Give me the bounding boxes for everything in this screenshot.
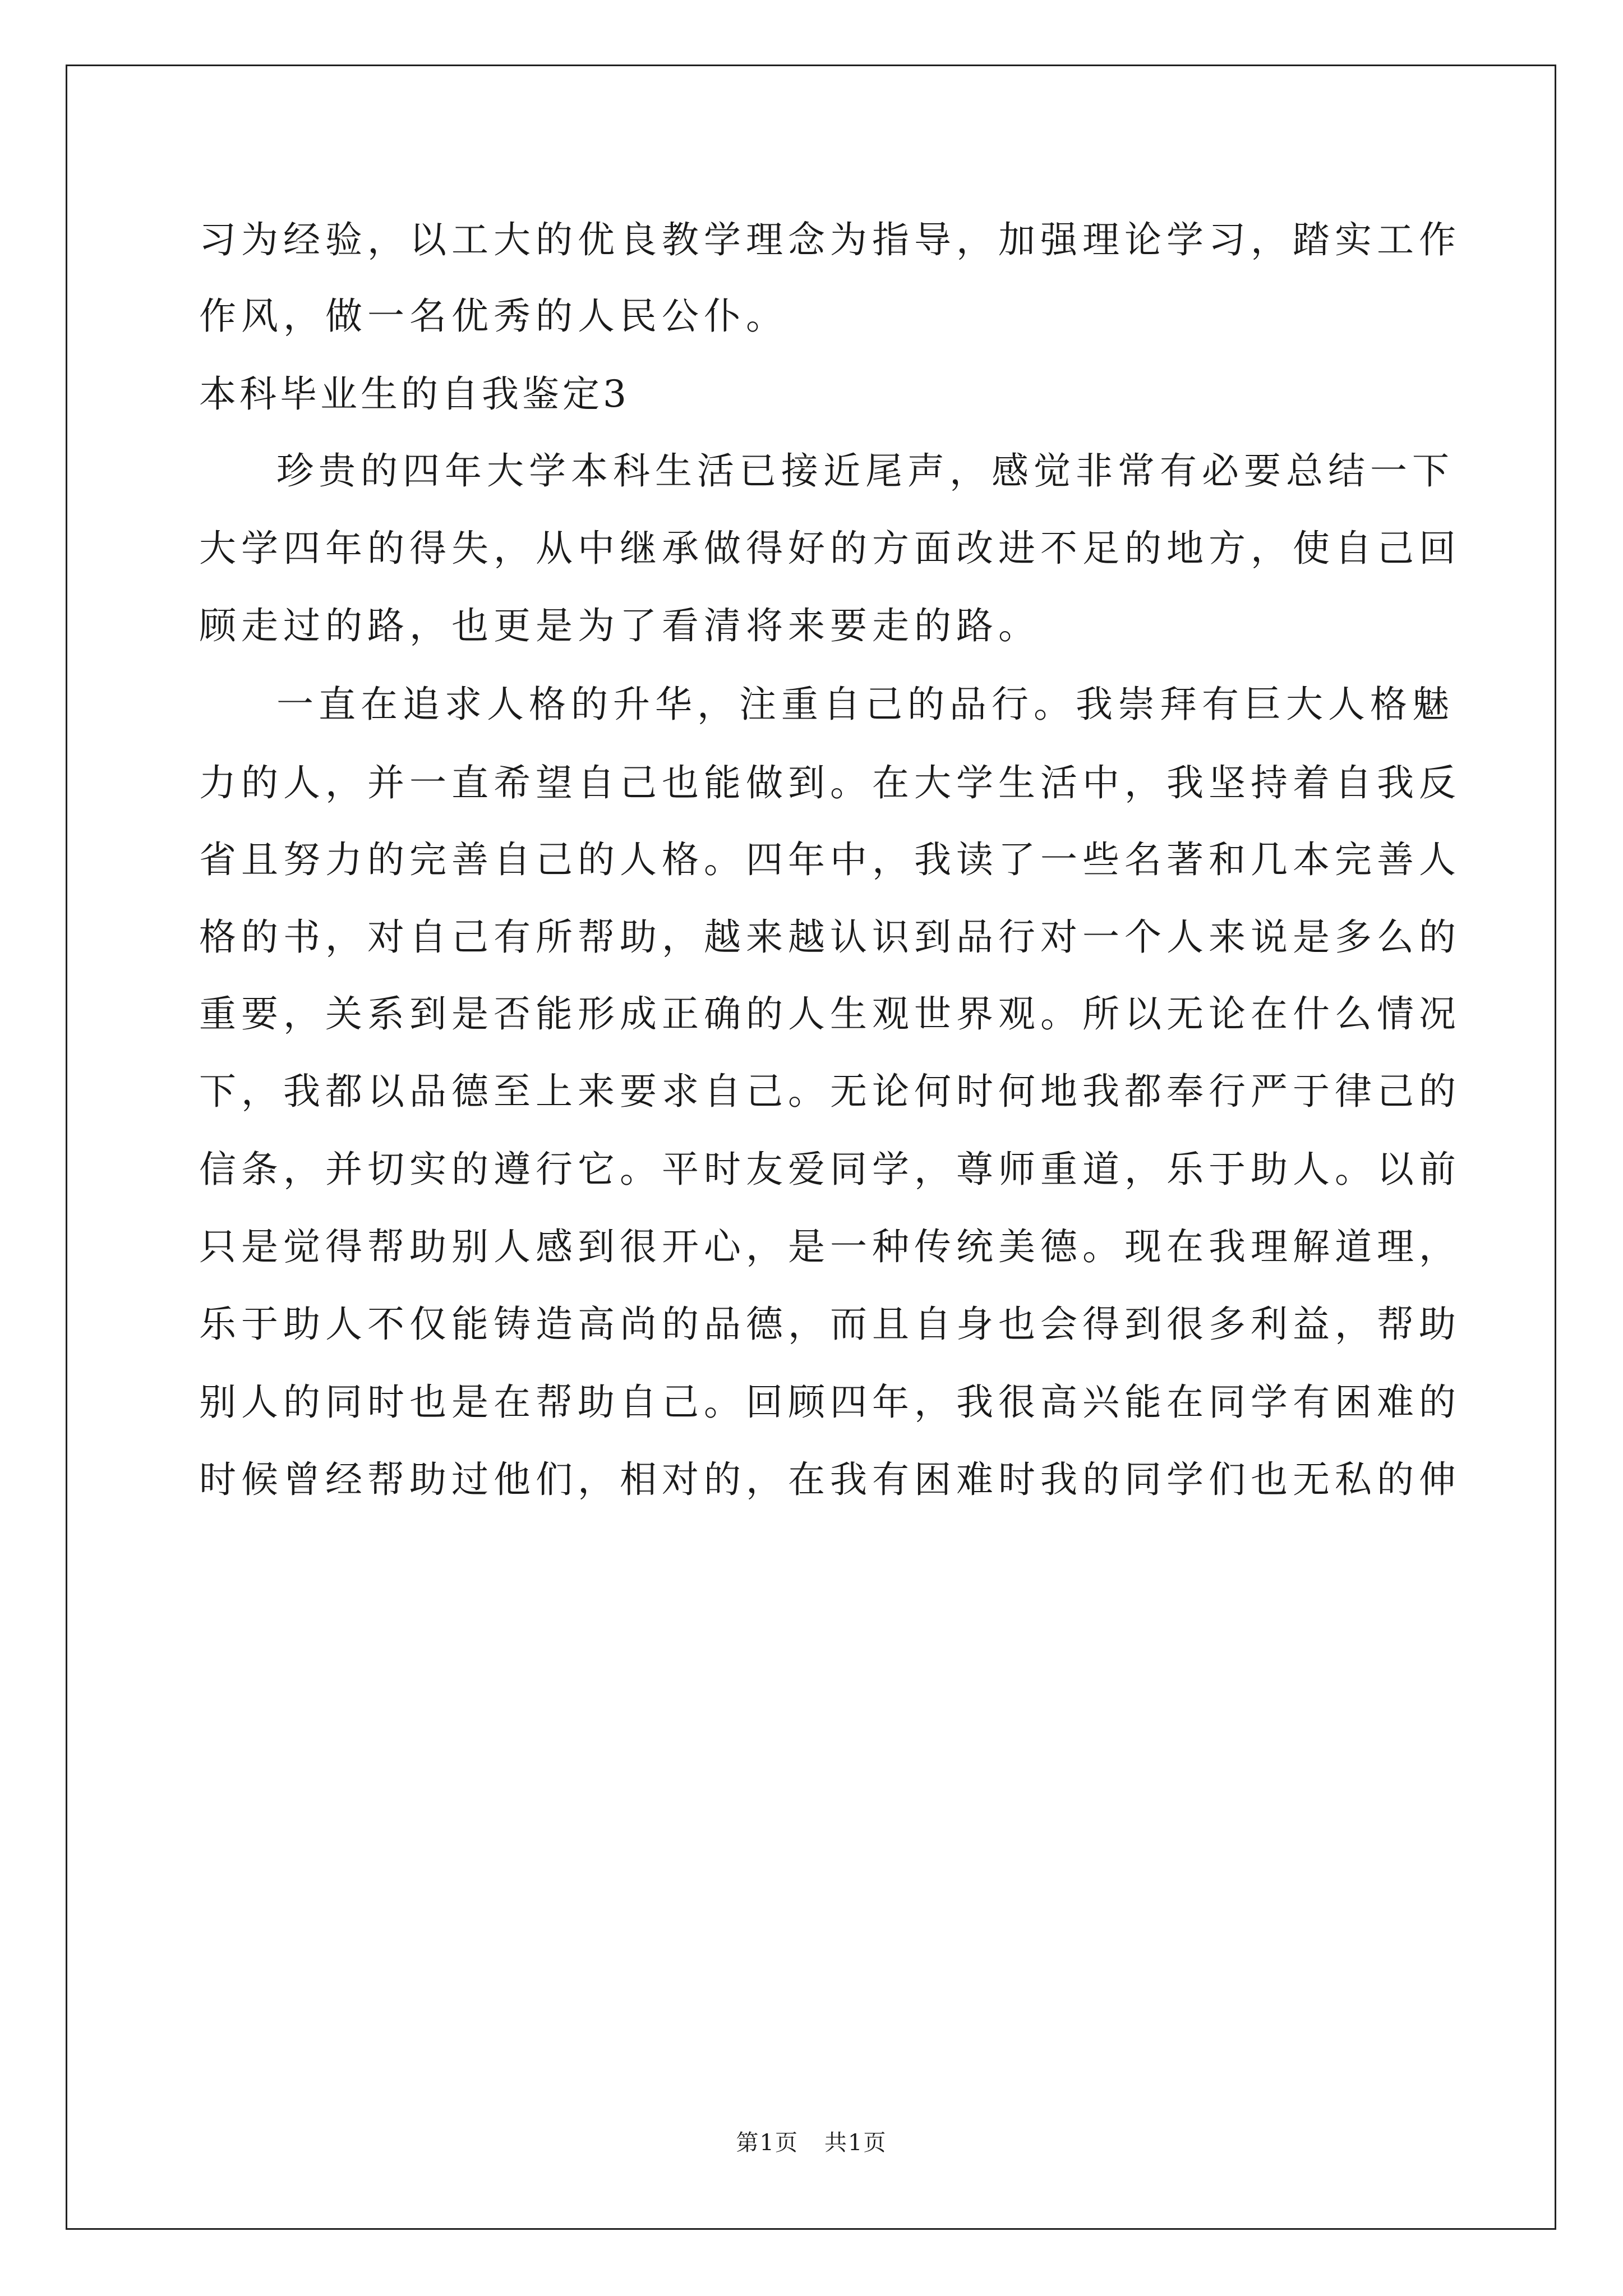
text-line: 大学四年的得失，从中继承做得好的方面改进不足的地方，使自己回 (199, 527, 1461, 570)
text-line: 乐于助人不仅能铸造高尚的品德，而且自身也会得到很多利益，帮助 (199, 1303, 1461, 1346)
text-line: 重要，关系到是否能形成正确的人生观世界观。所以无论在什么情况 (199, 992, 1461, 1036)
text-line: 一直在追求人格的升华，注重自己的品行。我崇拜有巨大人格魅 (276, 683, 1454, 726)
text-line: 省且努力的完善自己的人格。四年中，我读了一些名著和几本完善人 (199, 838, 1461, 881)
page-footer (0, 2132, 1623, 2154)
text-line: 时候曾经帮助过他们，相对的，在我有困难时我的同学们也无私的伸 (199, 1458, 1461, 1501)
text-line: 作风，做一名优秀的人民公仆。 (199, 295, 788, 338)
text-line: 顾走过的路，也更是为了看清将来要走的路。 (199, 604, 1040, 647)
section-title: 本科毕业生的自我鉴定3 (199, 372, 630, 416)
text-line: 只是觉得帮助别人感到很开心，是一种传统美德。现在我理解道理， (199, 1225, 1461, 1268)
text-line: 格的书，对自己有所帮助，越来越认识到品行对一个人来说是多么的 (199, 915, 1461, 959)
text-line: 别人的同时也是在帮助自己。回顾四年，我很高兴能在同学有困难的 (199, 1381, 1461, 1424)
page-number-total: 共1页 (824, 2130, 887, 2156)
text-line: 力的人，并一直希望自己也能做到。在大学生活中，我坚持着自我反 (199, 761, 1461, 804)
page-number-current: 第1页 (736, 2130, 799, 2156)
text-line: 珍贵的四年大学本科生活已接近尾声，感觉非常有必要总结一下 (276, 449, 1454, 493)
text-line: 信条，并切实的遵行它。平时友爱同学，尊师重道，乐于助人。以前 (199, 1148, 1461, 1191)
text-line: 习为经验，以工大的优良教学理念为指导，加强理论学习，踏实工作 (199, 218, 1461, 261)
text-line: 下，我都以品德至上来要求自己。无论何时何地我都奉行严于律己的 (199, 1070, 1461, 1113)
